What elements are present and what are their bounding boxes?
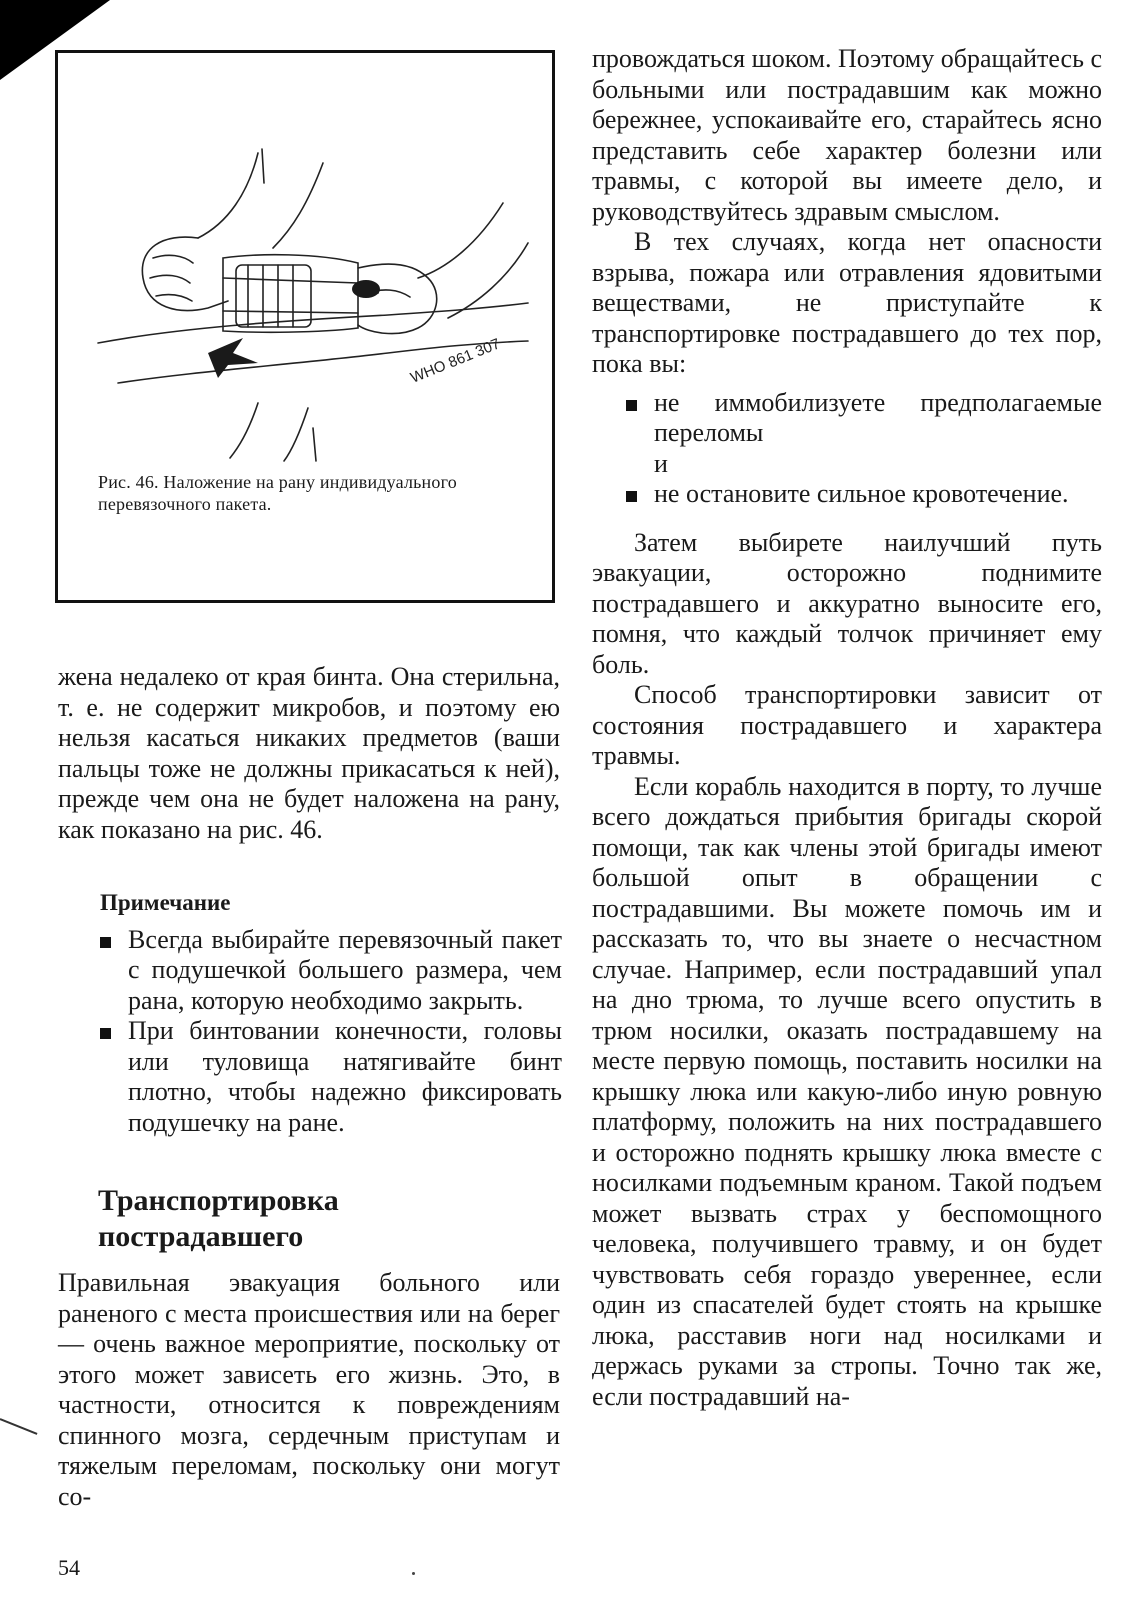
body-paragraph: провождаться шоком. Поэтому обращайтесь с больными или пострадавшим как можно бережнее, успокаивайте его, старайтесь ясно представить себе характер болезни или травмы, с которой вы имеете дело, и руководствуйтесь здравым смыслом. [592, 44, 1102, 226]
body-paragraph: В тех случаях, когда нет опасности взрыва, пожара или отравления ядовитыми веществами, не приступайте к транспортировке пострадавшего до тех пор, пока вы: [592, 227, 1102, 378]
condition-item: не иммобилизуете предполагаемые переломы [654, 387, 1102, 447]
section-paragraph: Правильная эвакуация больного или раненого с места происшествия или на берег — очень важное мероприятие, поскольку от этого может зависеть его жизнь. Это, в частности, относится к повреждениям спинного мозга, сердечным приступам и тяжелым переломам, поскольку они могут со- [58, 1268, 560, 1511]
figure-watermark: WHO 861 307 [408, 335, 503, 387]
note-list [128, 925, 562, 1139]
note-item: Всегда выбирайте перевязочный пакет с подушечкой большего размера, чем рана, которую необходимо закрыть. [128, 924, 562, 1015]
left-column-paragraph [58, 662, 560, 845]
scan-speck [412, 1572, 415, 1575]
conjunction-word: и [654, 448, 668, 478]
margin-pen-mark [0, 1418, 37, 1435]
bandage-illustration [58, 53, 552, 463]
body-paragraph: Если корабль находится в порту, то лучше всего дождаться прибытия бригады скорой помощи, так как члены этой бригады имеют большой опыт в обращении с пострадавшими. Вы можете помочь им и рассказать то, что вы знаете о несчастном случае. Например, если пострадавший упал на дно трюма, то лучше всего опустить в трюм носилки, оказать пострадавшему на месте первую помощь, поставить носилки на крышку люка или какую-либо иную ровную платформу, положить на них пострадавшего и осторожно поднять крышку люка вместе с носилками подъемным краном. Такой подъем может вызвать страх у беспомощного человека, получившего травму, и он будет чувствовать себя гораздо увереннее, если один из спасателей будет стоять на крышке люка, расставив ноги над носилками и держась руками за стропы. Точно так же, если пострадавший на- [592, 771, 1102, 1411]
conditions-list [654, 388, 1102, 510]
conjunction-line [654, 449, 1102, 480]
note-heading: Примечание [100, 890, 231, 915]
right-column [592, 44, 1102, 1412]
body-paragraph: жена недалеко от края бинта. Она стерильна, т. е. не содержит микробов, и поэтому ею нельзя касаться никаких предметов (ваши пальцы тоже не должны прикасаться к ней), прежде чем она не будет наложена на рану, как показано на рис. 46. [58, 662, 560, 844]
section-paragraph-block [58, 1268, 560, 1512]
figure-caption: Рис. 46. Наложение на рану индивидуального перевязочного пакета. [98, 472, 457, 514]
figure-46 [55, 50, 555, 603]
body-paragraph: Способ транспортировки зависит от состояния пострадавшего и характера травмы. [592, 680, 1102, 770]
page-number: 54 [58, 1555, 80, 1580]
note-block [100, 888, 562, 1138]
condition-item: не остановите сильное кровотечение. [654, 479, 1102, 510]
note-item: При бинтовании конечности, головы или туловища натягивайте бинт плотно, чтобы надежно фиксировать подушечку на ране. [128, 1016, 562, 1137]
section-title: Транспортировка пострадавшего [98, 1184, 339, 1253]
body-paragraph: Затем выбирете наилучший путь эвакуации, осторожно поднимите пострадавшего и аккуратно выносите его, помня, что каждый толчок причиняет ему боль. [592, 527, 1102, 679]
